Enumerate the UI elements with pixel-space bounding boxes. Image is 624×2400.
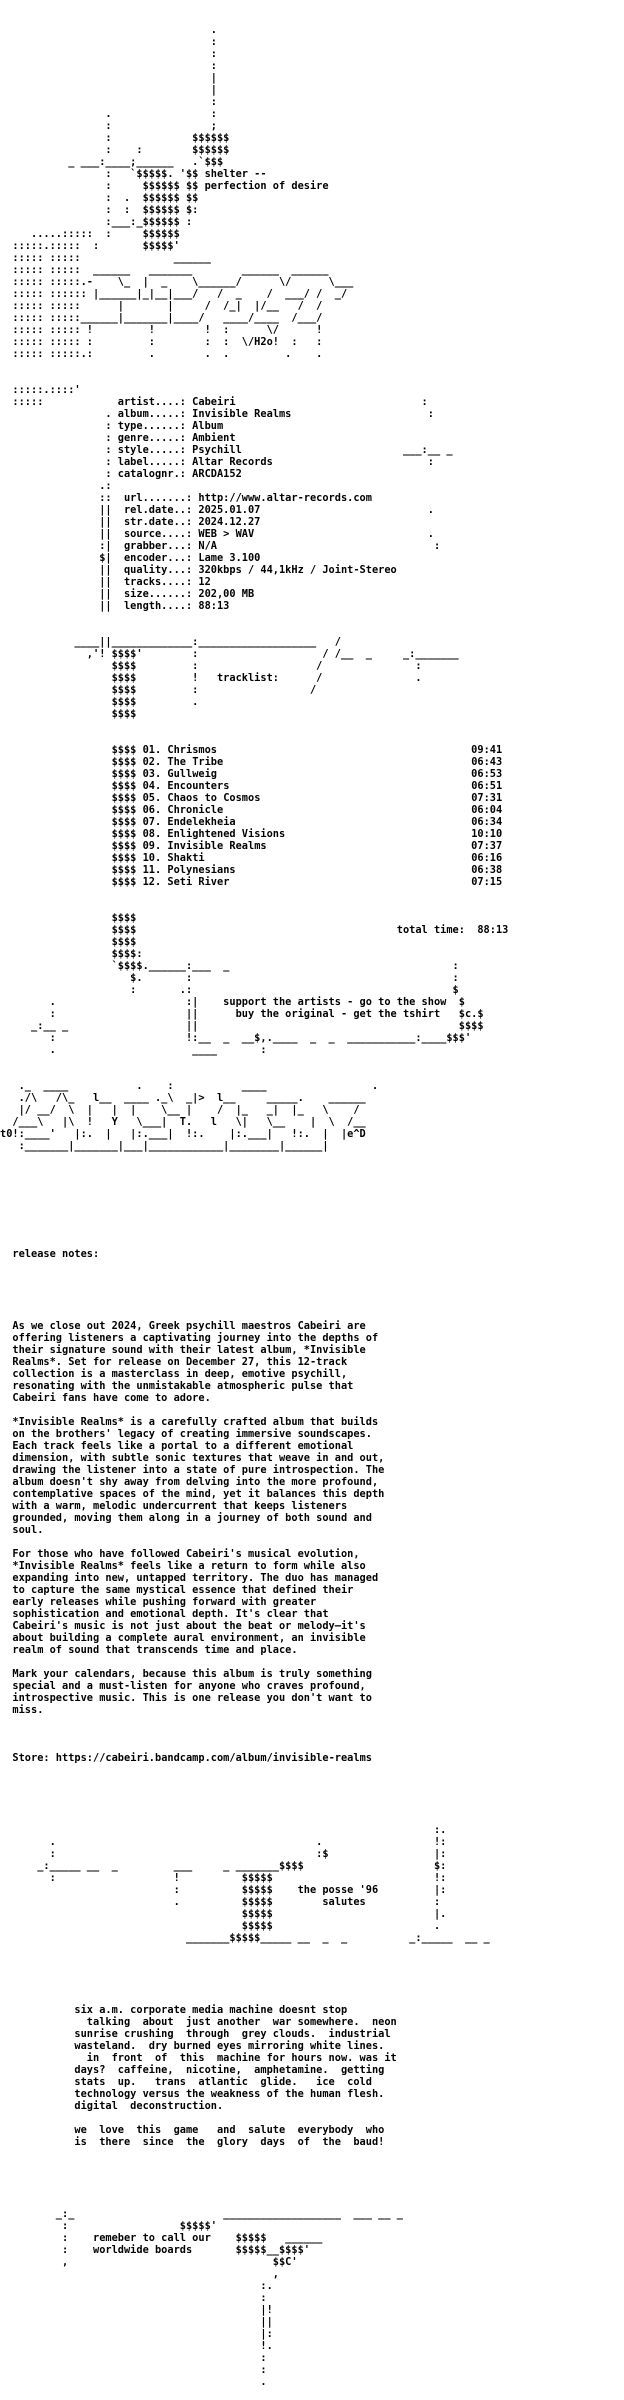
track-row bbox=[0, 852, 624, 864]
ascii-art-line: |! bbox=[0, 2304, 273, 2316]
release-notes-line: miss. bbox=[0, 1704, 44, 1716]
track-decoration: $$$$ bbox=[0, 852, 143, 864]
ascii-art-line: || bbox=[0, 2316, 273, 2328]
ascii-art-line: : $$$$$$ $$ perfection of desire bbox=[0, 180, 329, 192]
ascii-art-line: ::::: ::::: | | / /_| |/__ / / bbox=[0, 300, 323, 312]
track-title: Polynesians bbox=[161, 864, 236, 876]
ascii-art-line: _:_____ __ _ ___ _ _______$$$$ $: bbox=[0, 1860, 447, 1872]
release-notes-line: Each track feels like a portal to a different emotional bbox=[0, 1440, 354, 1452]
greeting-line: days? caffeine, nicotine, amphetamine. getting bbox=[0, 2064, 385, 2076]
release-notes-line: on the brothers' legacy of creating immersive soundscapes. bbox=[0, 1428, 372, 1440]
track-number: 06. bbox=[142, 804, 162, 816]
track-decoration: $$$$ bbox=[0, 744, 143, 756]
logo-line: ./\ /\_ l__ ____ ._\ _|> l__ _____. ______ bbox=[0, 1092, 366, 1104]
ascii-art-line: _______$$$$$_____ __ _ _ _:_____ __ _ bbox=[0, 1932, 490, 1944]
track-duration: 06:51 bbox=[471, 780, 503, 792]
track-title: Seti River bbox=[161, 876, 230, 888]
ascii-art-line: $$$$ ! tracklist: / . bbox=[0, 672, 422, 684]
info-line: : style.....: Psychill ___:__ _ bbox=[0, 444, 453, 456]
greeting-text bbox=[0, 2004, 624, 2148]
track-title: The Tribe bbox=[161, 756, 224, 768]
ascii-art-line: $$$$ bbox=[0, 936, 137, 948]
closing-art bbox=[0, 2208, 624, 2388]
ascii-art-line: $$$$: bbox=[0, 948, 143, 960]
release-notes-line: early releases while pushing forward with greater bbox=[0, 1596, 317, 1608]
spacer bbox=[0, 1284, 624, 1296]
ascii-art-line: |: bbox=[0, 2328, 273, 2340]
ascii-art-line: . $$$$$ salutes : bbox=[0, 1896, 441, 1908]
track-row bbox=[0, 780, 624, 792]
track-title: Invisible Realms bbox=[161, 840, 267, 852]
greeting-line: technology versus the weakness of the human flesh. bbox=[0, 2088, 385, 2100]
info-line: || quality...: 320kbps / 44,1kHz / Joint-Stereo bbox=[0, 564, 397, 576]
ascii-art-line: . : bbox=[0, 108, 217, 120]
track-number: 11. bbox=[142, 864, 162, 876]
track-row bbox=[0, 744, 624, 756]
greeting-line: in front of this machine for hours now. was it bbox=[0, 2052, 397, 2064]
spacer bbox=[0, 1536, 624, 1548]
ascii-art-line: : remeber to call our $$$$$ ______ bbox=[0, 2232, 323, 2244]
ascii-art-line: : `$$$$$. '$$ shelter -- bbox=[0, 168, 267, 180]
info-line: || size......: 202,00 MB bbox=[0, 588, 255, 600]
ascii-art-line: : bbox=[0, 48, 217, 60]
track-number: 08. bbox=[142, 828, 162, 840]
info-line: || str.date..: 2024.12.27 bbox=[0, 516, 261, 528]
release-notes-line: collection is a masterclass in deep, emotive psychill, bbox=[0, 1368, 348, 1380]
ascii-art-line: _:__ _ || $$$$ bbox=[0, 1020, 484, 1032]
release-notes-line: Realms*. Set for release on December 27, this 12-track bbox=[0, 1356, 348, 1368]
greeting-line: wasteland. dry burned eyes mirroring white lines. bbox=[0, 2040, 385, 2052]
logo-line: |/ __/ \ | | | \__ | / |_ _| |_ \ / bbox=[0, 1104, 360, 1116]
release-notes-line: soul. bbox=[0, 1524, 44, 1536]
header-art bbox=[0, 24, 624, 360]
info-line: || source....: WEB > WAV . bbox=[0, 528, 434, 540]
ascii-art-line: $$$$$ |. bbox=[0, 1908, 447, 1920]
release-notes bbox=[0, 1320, 624, 1728]
ascii-art-line: : ! $$$$$ !: bbox=[0, 1872, 447, 1884]
track-decoration: $$$$ bbox=[0, 780, 143, 792]
spacer bbox=[0, 1404, 624, 1416]
track-decoration: $$$$ bbox=[0, 768, 143, 780]
track-row bbox=[0, 840, 624, 852]
ascii-art-line: : worldwide boards $$$$$__$$$$' bbox=[0, 2244, 310, 2256]
ascii-art-line: $$$$$ . bbox=[0, 1920, 441, 1932]
info-line: : genre.....: Ambient bbox=[0, 432, 236, 444]
release-notes-line: expanding into new, untapped territory. The duo has managed bbox=[0, 1572, 379, 1584]
track-duration: 07:31 bbox=[471, 792, 503, 804]
footer-art bbox=[0, 1824, 624, 1944]
ascii-art-line: : bbox=[0, 60, 217, 72]
info-line: || length....: 88:13 bbox=[0, 600, 230, 612]
release-notes-line: *Invisible Realms* feels like a return to form while also bbox=[0, 1560, 366, 1572]
greeting-line: talking about just another war somewhere. neon bbox=[0, 2016, 397, 2028]
track-row bbox=[0, 876, 624, 888]
ascii-art-line: : bbox=[0, 96, 217, 108]
info-line: :::::.::::' bbox=[0, 384, 81, 396]
ascii-art-line: ::::: :::::.: . . . . . bbox=[0, 348, 323, 360]
tracklist-frame bbox=[0, 636, 624, 720]
release-notes-line: resonating with the unmistakable atmospheric pulse that bbox=[0, 1380, 354, 1392]
spacer bbox=[0, 1212, 624, 1224]
ascii-art-line: ::::: ::::: ______ _______ ______ ______ bbox=[0, 264, 329, 276]
track-number: 02. bbox=[142, 756, 162, 768]
ascii-art-line: `$$$$.______:___ _ : bbox=[0, 960, 459, 972]
track-row bbox=[0, 792, 624, 804]
greeting-line: sunrise crushing through grey clouds. industrial bbox=[0, 2028, 391, 2040]
track-title: Chaos to Cosmos bbox=[161, 792, 261, 804]
ascii-art-line: :. bbox=[0, 1824, 447, 1836]
ascii-art-line: : bbox=[0, 2352, 267, 2364]
track-title: Gullweig bbox=[161, 768, 217, 780]
release-notes-line: Mark your calendars, because this album is truly something bbox=[0, 1668, 372, 1680]
ascii-art-line: | bbox=[0, 84, 217, 96]
release-notes-line: about building a complete aural environment, an invisible bbox=[0, 1632, 366, 1644]
track-decoration: $$$$ bbox=[0, 816, 143, 828]
ascii-art-line: : : $$$$$$ bbox=[0, 144, 230, 156]
group-logo bbox=[0, 1080, 624, 1152]
logo-line: :_______|_______|___|____________|________|______| bbox=[0, 1140, 329, 1152]
ascii-art-line: ::::: ::::: : : : : \/H2o! : : bbox=[0, 336, 323, 348]
track-duration: 06:34 bbox=[471, 816, 503, 828]
release-notes-line: realm of sound that transcends time and place. bbox=[0, 1644, 298, 1656]
tracklist bbox=[0, 744, 624, 888]
release-notes-line: contemplative spaces of the mind, yet it balances this depth bbox=[0, 1488, 385, 1500]
spacer bbox=[0, 1716, 624, 1728]
ascii-art-line: . :| support the artists - go to the show $ bbox=[0, 996, 465, 1008]
track-duration: 06:53 bbox=[471, 768, 503, 780]
ascii-art-line: : .: $ bbox=[0, 984, 459, 996]
track-decoration: $$$$ bbox=[0, 876, 143, 888]
greeting-line: stats up. trans atlantic glide. ice cold bbox=[0, 2076, 372, 2088]
release-notes-line: drawing the listener into a state of pure introspection. The bbox=[0, 1464, 385, 1476]
track-title: Endelekheia bbox=[161, 816, 236, 828]
release-notes-line: special and a must-listen for anyone who craves profound, bbox=[0, 1680, 366, 1692]
info-line: : catalognr.: ARCDA152 bbox=[0, 468, 242, 480]
ascii-art-line: , $$C' bbox=[0, 2256, 298, 2268]
track-duration: 07:37 bbox=[471, 840, 503, 852]
ascii-art-line: : bbox=[0, 2364, 267, 2376]
track-row bbox=[0, 804, 624, 816]
ascii-art-line: : || buy the original - get the tshirt $c.$ bbox=[0, 1008, 484, 1020]
track-title: Shakti bbox=[161, 852, 205, 864]
info-line: $| encoder...: Lame 3.100 bbox=[0, 552, 261, 564]
ascii-art-line: . ____ : bbox=[0, 1044, 267, 1056]
info-line: :| grabber...: N/A : bbox=[0, 540, 441, 552]
ascii-art-line: : !:__ _ __$,.____ _ _ ___________:____$$$' bbox=[0, 1032, 472, 1044]
track-decoration: $$$$ bbox=[0, 828, 143, 840]
ascii-art-line: : ; bbox=[0, 120, 217, 132]
release-notes-line: album doesn't shy away from delving into the more profound, bbox=[0, 1476, 379, 1488]
ascii-art-line: : :$ |: bbox=[0, 1848, 447, 1860]
greeting-line: six a.m. corporate media machine doesnt stop bbox=[0, 2004, 348, 2016]
release-notes-line: their signature sound with their latest album, *Invisible bbox=[0, 1344, 366, 1356]
ascii-art-line: . bbox=[0, 2376, 267, 2388]
ascii-art-line: $$$$ bbox=[0, 912, 137, 924]
release-notes-line: dimension, with subtle sonic textures that weave in and out, bbox=[0, 1452, 385, 1464]
release-notes-line: grounded, moving them along in a journey of both sound and bbox=[0, 1512, 372, 1524]
spacer bbox=[0, 1968, 624, 1980]
track-title: Encounters bbox=[161, 780, 230, 792]
track-duration: 10:10 bbox=[471, 828, 503, 840]
track-number: 07. bbox=[142, 816, 162, 828]
logo-line: ._ ____ . : ____ . bbox=[0, 1080, 379, 1092]
ascii-art-line: . . !: bbox=[0, 1836, 447, 1848]
ascii-art-line: :___:_$$$$$$ : bbox=[0, 216, 193, 228]
ascii-art-line: !. bbox=[0, 2340, 273, 2352]
info-line: || tracks....: 12 bbox=[0, 576, 211, 588]
release-notes-line: with a warm, melodic undercurrent that keeps listeners bbox=[0, 1500, 348, 1512]
ascii-art-line: : $$$$$ the posse '96 |: bbox=[0, 1884, 447, 1896]
track-duration: 06:38 bbox=[471, 864, 503, 876]
ascii-art-line: $$$$ : / : bbox=[0, 660, 422, 672]
ascii-art-line: : $$$$$' bbox=[0, 2220, 217, 2232]
track-number: 10. bbox=[142, 852, 162, 864]
track-number: 09. bbox=[142, 840, 162, 852]
track-title: Enlightened Visions bbox=[161, 828, 286, 840]
ascii-art-line: $$$$ : / bbox=[0, 684, 317, 696]
track-row bbox=[0, 768, 624, 780]
track-decoration: $$$$ bbox=[0, 864, 143, 876]
logo-line: t0!:____' |:. | |:.___| !:. |:.___| !:. | |e^D bbox=[0, 1128, 366, 1140]
track-decoration: $$$$ bbox=[0, 840, 143, 852]
greeting-line: we love this game and salute everybody who bbox=[0, 2124, 385, 2136]
ascii-art-line: ::::: :::::: |______|_|__|___/ / _ / ___/ / _/ bbox=[0, 288, 348, 300]
release-notes-line: sophistication and emotional depth. It's clear that bbox=[0, 1608, 329, 1620]
release-notes-line: introspective music. This is one release you don't want to bbox=[0, 1692, 372, 1704]
release-notes-line: As we close out 2024, Greek psychill maestros Cabeiri are bbox=[0, 1320, 366, 1332]
support-block bbox=[0, 912, 624, 1056]
track-number: 04. bbox=[142, 780, 162, 792]
release-notes-line: Cabeiri's music is not just about the beat or melody—it's bbox=[0, 1620, 366, 1632]
ascii-art-line: ,'! $$$$' : / /__ _ _:_______ bbox=[0, 648, 459, 660]
ascii-art-line: :. bbox=[0, 2280, 273, 2292]
track-duration: 06:16 bbox=[471, 852, 503, 864]
info-line: || rel.date..: 2025.01.07 . bbox=[0, 504, 434, 516]
spacer bbox=[0, 1176, 624, 1188]
greeting-line: is there since the glory days of the baud! bbox=[0, 2136, 385, 2148]
track-row bbox=[0, 816, 624, 828]
track-row bbox=[0, 864, 624, 876]
ascii-art-line: : : $$$$$$ $: bbox=[0, 204, 199, 216]
ascii-art-line: ::::: :::::______|_______|____/ ____/____ /___/ bbox=[0, 312, 323, 324]
ascii-art-line: :::::.::::: : $$$$$' bbox=[0, 240, 180, 252]
ascii-art-line: : bbox=[0, 2292, 267, 2304]
track-row bbox=[0, 756, 624, 768]
info-line: : type......: Album bbox=[0, 420, 224, 432]
track-row bbox=[0, 828, 624, 840]
ascii-art-line: $$$$ bbox=[0, 708, 137, 720]
info-line: . album.....: Invisible Realms : bbox=[0, 408, 434, 420]
greeting-line bbox=[0, 2112, 624, 2124]
ascii-art-line: ::::: ::::: ______ bbox=[0, 252, 211, 264]
ascii-art-line: : . $$$$$$ $$ bbox=[0, 192, 199, 204]
info-line: : label.....: Altar Records : bbox=[0, 456, 434, 468]
ascii-art-line: ____||_____________:___________________ / bbox=[0, 636, 341, 648]
ascii-art-line: _:_ ___________________ ___ __ _ bbox=[0, 2208, 403, 2220]
spacer bbox=[0, 2172, 624, 2184]
track-duration: 06:43 bbox=[471, 756, 503, 768]
ascii-art-line: ::::: ::::: ! ! ! : \/ ! bbox=[0, 324, 323, 336]
release-notes-line: to capture the same mystical essence that defined their bbox=[0, 1584, 354, 1596]
ascii-art-line: | bbox=[0, 72, 217, 84]
ascii-art-line: $$$$ . bbox=[0, 696, 199, 708]
greeting-line: digital deconstruction. bbox=[0, 2100, 224, 2112]
ascii-art-line: $$$$ total time: 88:13 bbox=[0, 924, 509, 936]
track-duration: 07:15 bbox=[471, 876, 503, 888]
logo-line: /___\ |\ ! Y \___| T. l \| \__ | \ /__ bbox=[0, 1116, 366, 1128]
ascii-art-line: . bbox=[0, 24, 217, 36]
info-line: .: bbox=[0, 480, 112, 492]
ascii-art-line: : $$$$$$ bbox=[0, 132, 230, 144]
release-notes-line: Cabeiri fans have come to adore. bbox=[0, 1392, 211, 1404]
ascii-art-line: $. : : bbox=[0, 972, 459, 984]
spacer bbox=[0, 1788, 624, 1800]
release-notes-line: offering listeners a captivating journey into the depths of bbox=[0, 1332, 379, 1344]
info-line: ::::: artist....: Cabeiri : bbox=[0, 396, 428, 408]
track-number: 12. bbox=[142, 876, 162, 888]
ascii-art-line: , bbox=[0, 2268, 279, 2280]
ascii-art-line: _ ___:____;______ .`$$$ bbox=[0, 156, 224, 168]
release-notes-line: *Invisible Realms* is a carefully crafted album that builds bbox=[0, 1416, 379, 1428]
release-notes-line: For those who have followed Cabeiri's musical evolution, bbox=[0, 1548, 360, 1560]
track-decoration: $$$$ bbox=[0, 756, 143, 768]
ascii-art-line: ::::: :::::.- \_ | _ \______/ \/ \___ bbox=[0, 276, 354, 288]
release-notes-title: release notes: bbox=[12, 1248, 100, 1260]
ascii-art-line: : bbox=[0, 36, 217, 48]
store-link[interactable]: Store: https://cabeiri.bandcamp.com/album/invisible-realms bbox=[12, 1752, 372, 1764]
track-duration: 09:41 bbox=[471, 744, 503, 756]
track-title: Chronicle bbox=[161, 804, 224, 816]
track-title: Chrismos bbox=[161, 744, 217, 756]
track-duration: 06:04 bbox=[471, 804, 503, 816]
track-decoration: $$$$ bbox=[0, 792, 143, 804]
track-decoration: $$$$ bbox=[0, 804, 143, 816]
track-number: 03. bbox=[142, 768, 162, 780]
track-number: 01. bbox=[142, 744, 162, 756]
release-info bbox=[0, 384, 624, 612]
spacer bbox=[0, 1656, 624, 1668]
track-number: 05. bbox=[142, 792, 162, 804]
ascii-art-line: .....::::: : $$$$$$ bbox=[0, 228, 180, 240]
info-line: :: url.......: http://www.altar-records.com bbox=[0, 492, 372, 504]
